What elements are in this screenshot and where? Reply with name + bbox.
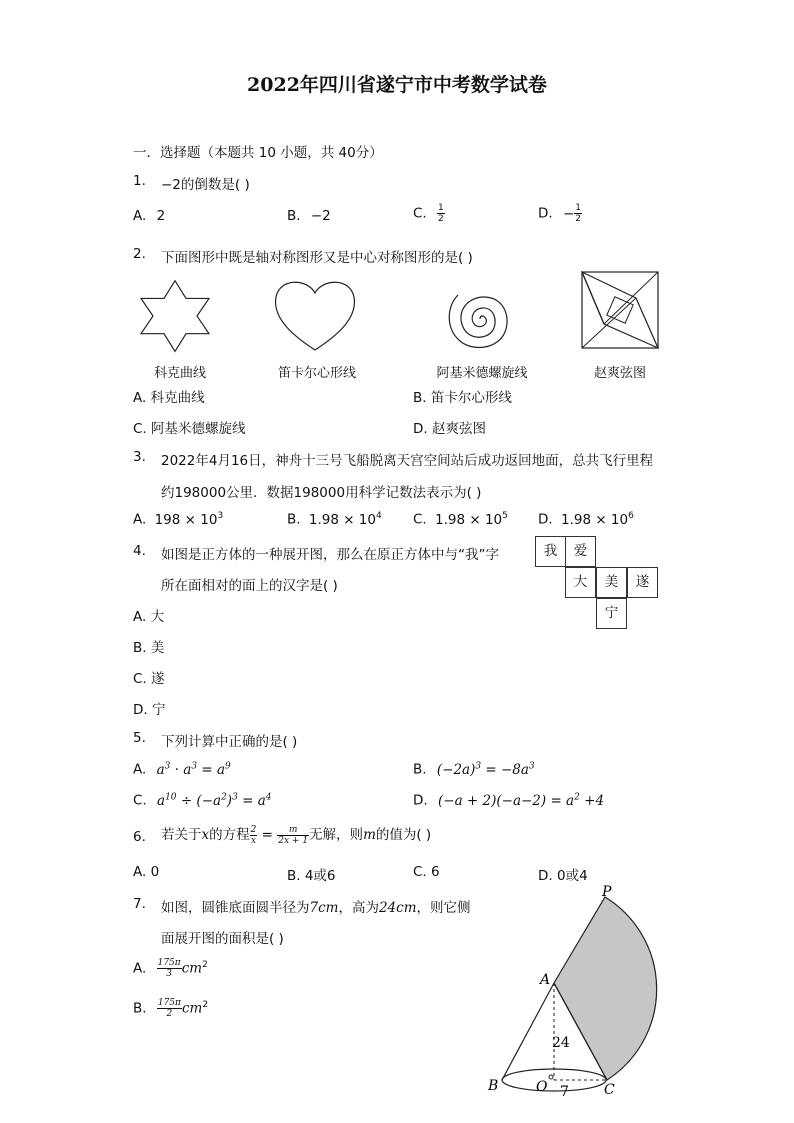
cube-net-cell: 我 <box>535 536 566 567</box>
q6-number: 6. <box>133 829 146 845</box>
q4-option-c[interactable]: C. 遂 <box>133 671 165 687</box>
q1-option-d-sign: − <box>562 205 575 222</box>
q2-option-a[interactable]: A. 科克曲线 <box>133 390 205 406</box>
cube-net-cell: 宁 <box>596 598 627 629</box>
q4-number: 4. <box>133 543 146 559</box>
q6-fraction-left: $\frac{2}{x}$ <box>250 824 257 846</box>
q1-stem: −2的倒数是( ) <box>161 177 250 193</box>
q1-option-b-label: B. <box>287 208 301 224</box>
q7-option-b[interactable]: B. $\frac{175\pi}{2}$ $cm^2$ <box>133 998 209 1019</box>
q5-stem: 下列计算中正确的是( ) <box>161 734 298 750</box>
q3-option-a[interactable]: A. $198 \times 10^3$ <box>133 511 224 528</box>
q3-option-c[interactable]: C. $1.98 \times 10^5$ <box>413 511 508 528</box>
section-heading: 一．选择题（本题共 10 小题，共 40分） <box>133 145 383 161</box>
cube-net-cell: 爱 <box>565 536 596 567</box>
point-p-label: P <box>602 884 612 900</box>
q5-number: 5. <box>133 730 146 746</box>
koch-curve-figure <box>130 280 220 360</box>
q5-option-d[interactable]: D. $(-a + 2)(-a-2) = a^2 +4$ <box>413 792 605 809</box>
q6-fraction-right: $\frac{m}{2x + 1}$ <box>278 824 309 846</box>
point-a-label: A <box>540 972 551 988</box>
q1-option-d[interactable] <box>538 203 582 224</box>
cube-net-cell: 美 <box>596 567 627 598</box>
lateral-surface-sector <box>554 897 657 1080</box>
q3-option-b[interactable]: B. $1.98 \times 10^4$ <box>287 511 382 528</box>
q6-option-c[interactable]: C. 6 <box>413 864 440 880</box>
q6-option-d[interactable]: D. 0或4 <box>538 868 588 884</box>
q6-option-b[interactable]: B. 4或6 <box>287 868 336 884</box>
cone-figure <box>480 880 670 1105</box>
q2-option-d[interactable]: D. 赵爽弦图 <box>413 421 486 437</box>
q7-stem-line1: 如图，圆锥底面圆半径为7cm，高为24cm，则它侧 <box>161 900 471 916</box>
q7-number: 7. <box>133 896 146 912</box>
q1-option-d-label: D. <box>538 205 553 222</box>
q5-option-a[interactable]: A. $a^3 \cdot a^3 = a^9$ <box>133 761 231 778</box>
q1-option-b-text: −2 <box>310 208 331 224</box>
point-c-label: C <box>604 1082 615 1098</box>
q7-stem-line2: 面展开图的面积是( ) <box>161 931 284 947</box>
figure-label-koch: 科克曲线 <box>153 366 206 381</box>
point-o-label: O <box>536 1079 548 1095</box>
q3-option-d[interactable]: D. $1.98 \times 10^6$ <box>538 511 634 528</box>
q2-option-c[interactable]: C. 阿基米德螺旋线 <box>133 421 246 437</box>
cube-net-cell: 大 <box>565 567 596 598</box>
radius-label: 7 <box>560 1084 569 1100</box>
q1-option-c-fraction: $\frac{1}{2}$ <box>438 203 444 224</box>
q1-option-b[interactable] <box>287 208 331 224</box>
q4-stem-line1: 如图是正方体的一种展开图，那么在原正方体中与“我”字 <box>161 547 499 563</box>
q1-option-c[interactable] <box>413 203 445 224</box>
q1-option-d-fraction: $\frac{1}{2}$ <box>575 203 582 224</box>
q4-option-b[interactable]: B. 美 <box>133 640 165 656</box>
q1-option-c-label: C. <box>413 205 427 222</box>
q3-number: 3. <box>133 449 146 465</box>
q1-option-a-text: 2 <box>156 208 166 224</box>
figure-label-spiral: 阿基米德螺旋线 <box>436 366 528 381</box>
archimedean-spiral-figure <box>428 275 528 360</box>
q1-number: 1. <box>133 173 146 189</box>
q5-option-c[interactable]: C. $a^{10} \div (-a^2)^3 = a^4$ <box>133 792 272 809</box>
cardioid-figure <box>270 275 360 355</box>
q3-stem-line2: 约198000公里．数据198000用科学记数法表示为( ) <box>161 485 482 501</box>
q4-option-d[interactable]: D. 宁 <box>133 702 166 718</box>
q2-number: 2. <box>133 246 146 262</box>
height-label: 24 <box>552 1035 570 1051</box>
q6-option-a[interactable]: A. 0 <box>133 864 160 880</box>
q2-option-b[interactable]: B. 笛卡尔心形线 <box>413 390 512 406</box>
q5-option-b[interactable]: B. $(-2a)^3 = -8a^3$ <box>413 761 535 778</box>
point-b-label: B <box>488 1078 499 1094</box>
cube-net-cell: 遂 <box>627 567 658 598</box>
q4-option-a[interactable]: A. 大 <box>133 609 165 625</box>
q2-stem: 下面图形中既是轴对称图形又是中心对称图形的是( ) <box>161 250 473 266</box>
q1-option-a[interactable] <box>133 208 165 224</box>
q7-option-a[interactable]: A. $\frac{175\pi}{3}$ $cm^2$ <box>133 958 208 979</box>
figure-label-cardioid: 笛卡尔心形线 <box>277 366 356 381</box>
q4-stem-line2: 所在面相对的面上的汉字是( ) <box>161 578 338 594</box>
zhao-shuang-diagram-figure <box>580 270 660 350</box>
figure-label-zhao-shuang: 赵爽弦图 <box>593 366 646 381</box>
page-title: 2022年四川省遂宁市中考数学试卷 <box>247 74 547 96</box>
q3-stem-line1: 2022年4月16日，神舟十三号飞船脱离天宫空间站后成功返回地面，总共飞行里程 <box>161 453 654 469</box>
q1-option-a-label: A. <box>133 208 147 224</box>
q6-stem: 若关于x的方程 $\frac{2}{x}$ = $\frac{m}{2x + 1}$ 无解，则m的值为( ) <box>161 824 432 846</box>
